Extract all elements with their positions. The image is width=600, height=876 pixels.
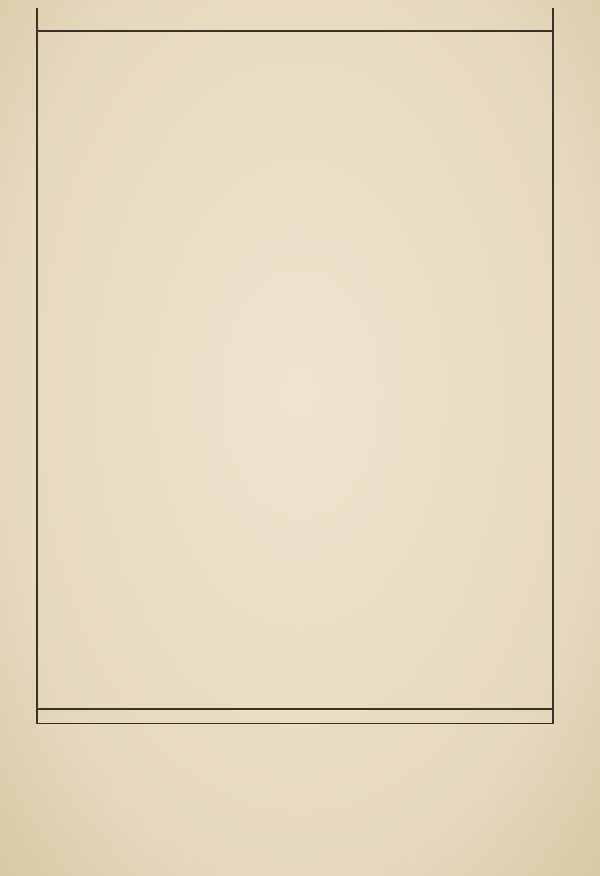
page-frame <box>36 8 554 723</box>
section-heading <box>44 300 544 330</box>
running-header <box>40 9 545 29</box>
footer-rule-thin <box>36 723 554 724</box>
page-footer <box>36 734 554 758</box>
footer-rule <box>36 708 554 710</box>
header-rule <box>36 30 554 32</box>
